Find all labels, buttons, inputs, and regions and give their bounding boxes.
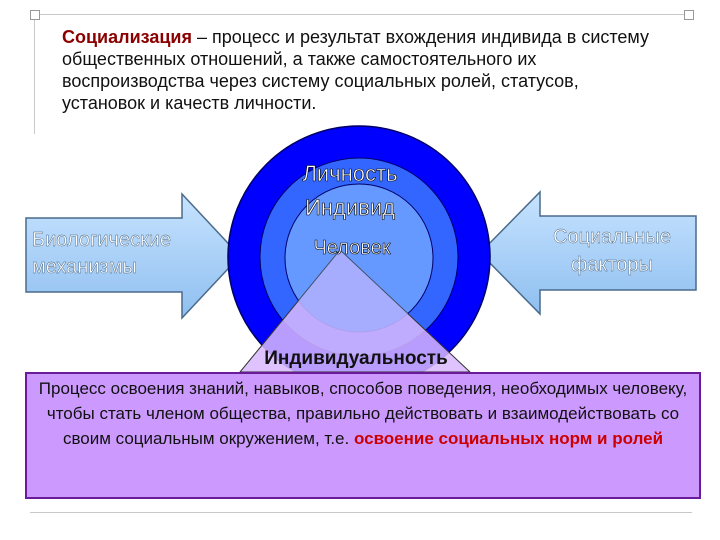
left-arrow-label-1: Биологические — [32, 229, 172, 251]
inner-label: Человек — [313, 237, 391, 259]
right-arrow-label-2: факторы — [570, 254, 654, 276]
right-arrow — [480, 192, 696, 314]
process-text: Процесс освоения знаний, навыков, способов поведения, необходимых человеку, чтобы стать членом общества, правильно действовать и взаимодействовать со своим социальным окружением, т.е. — [38, 379, 688, 448]
right-arrow-label-1: Социальные — [553, 226, 671, 248]
process-box — [25, 372, 701, 499]
left-arrow-label-2: механизмы — [32, 256, 137, 278]
middle-label: Индивид — [305, 195, 395, 220]
definition-term: Социализация — [62, 27, 192, 47]
bottom-label: Индивидуальность — [264, 348, 448, 369]
process-highlight: освоение социальных норм и ролей — [353, 429, 664, 448]
outer-label: Личность — [302, 161, 398, 186]
definition-body: – процесс и результат вхождения индивида в систему общественных отношений, а также самостоятельного их воспроизводства через систему социальных ролей, статусов, установок и качеств личности. — [62, 27, 650, 113]
